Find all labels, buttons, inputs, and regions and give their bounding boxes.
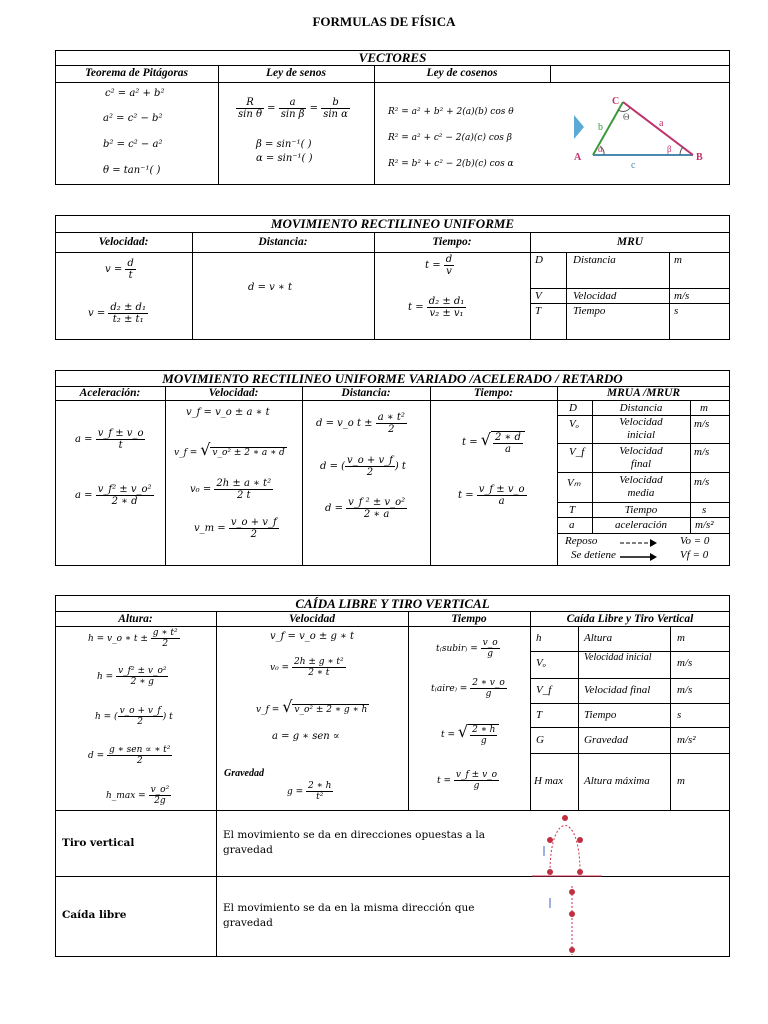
caida-time-header: Tiempo <box>451 613 487 625</box>
caida-t-eq-4: t = $\frac{v\_f \pm v\_o}{g}$ <box>437 770 498 791</box>
svg-text:C: C <box>612 96 620 107</box>
mru-table-header: MRU <box>616 236 644 248</box>
mruv-acc-header: Aceleración: <box>79 387 141 399</box>
reposo-arrow-icon <box>618 538 658 548</box>
caida-h-eq-1: h = v_o ∗ t ± $\frac{\text{g ∗ t²}}{2}$ <box>88 628 178 649</box>
mru-row-symbol: T <box>535 305 542 317</box>
mruv-time-eq-2: t = $\frac{v\_f \pm v\_o}{a}$ <box>458 484 525 507</box>
mruv-vel-eq-4: v_m = $\frac{v\_o + v\_f}{2}$ <box>194 517 277 540</box>
senos-header: Ley de senos <box>265 67 327 79</box>
mru-row-symbol: V <box>535 290 542 302</box>
motion-diagram-icon <box>530 810 605 955</box>
mru-time-eq-2: t = $\frac{\text{d₂ ± d₁}}{\text{v₂ ± v₁}}$ <box>408 296 465 319</box>
mruv-row-symbol: D <box>569 402 577 414</box>
pitagoras-eq-3: b² = c² − a² <box>103 139 163 150</box>
svg-text:α: α <box>598 144 603 154</box>
mru-row-name: Velocidad <box>573 290 617 302</box>
mruv-row-name: Velocidad inicial <box>619 416 663 441</box>
mru-dist-eq: d = v ∗ t <box>248 282 292 293</box>
caida-v-eq-4: a = g ∗ sen ∝ <box>272 731 340 742</box>
cosenos-eq-3: R² = b² + c² − 2(b)(c) cos α <box>388 159 514 169</box>
mru-row-name: Tiempo <box>573 305 606 317</box>
reposo-value: Vo = 0 <box>680 535 710 547</box>
svg-text:A: A <box>574 152 582 163</box>
svg-text:c: c <box>631 160 636 171</box>
caida-v-eq-1: v_f = v_o ± g ∗ t <box>270 631 355 642</box>
mruv-row-unit: m/s <box>694 446 710 458</box>
caida-row-name: Altura <box>584 632 613 644</box>
caida-row-name: Gravedad <box>584 734 628 746</box>
caida-row-unit: m <box>677 632 685 644</box>
mruv-time-eq-1: t = √ $\frac{2 ∗ d}{a}$ <box>462 430 525 455</box>
detiene-value: Vf = 0 <box>680 549 709 561</box>
mruv-vel-eq-2: v_f = √ v_o² ± 2 ∗ a ∗ d <box>174 440 285 459</box>
vector-arrow-icon <box>574 115 584 139</box>
caida-row-symbol: h <box>536 632 542 644</box>
mru-title: MOVIMIENTO RECTILINEO UNIFORME <box>270 216 515 231</box>
caida-row-unit: m/s <box>677 657 693 669</box>
mruv-row-name: Velocidad media <box>619 474 663 499</box>
caida-row-unit: m <box>677 775 685 787</box>
mruv-vel-header: Velocidad: <box>208 387 259 399</box>
svg-text:b: b <box>598 122 603 133</box>
alpha-eq: α = sin⁻¹( ) <box>256 153 313 164</box>
caida-altura-header: Altura: <box>118 613 153 625</box>
mruv-acc-eq-2: a = $\frac{\text{v\_f² ± v\_o²}}{2 ∗ d}$ <box>75 484 152 507</box>
caida-h-eq-4: d = g ∗ sen ∝ ∗ t² 2 <box>88 745 171 766</box>
mru-velocidad-header: Velocidad: <box>98 236 149 248</box>
mru-row-symbol: D <box>535 254 543 266</box>
mruv-row-name: Distancia <box>619 402 663 414</box>
caida-row-symbol: H max <box>534 775 564 787</box>
caida-v-eq-2: v₀ = $\frac{\text{2h ± g ∗ t²}}{2 ∗ t}$ <box>270 657 344 678</box>
caida-row-unit: m/s² <box>677 734 696 746</box>
mruv-dist-header: Distancia: <box>341 387 391 399</box>
mruv-row-symbol: T <box>569 504 576 516</box>
caida-t-eq-3: t = √ $\frac{2 ∗ h}{g}$ <box>441 722 499 746</box>
caida-h-eq-2: h = $\frac{\text{v\_f² ± v\_o²}}{2 ∗ g}$ <box>97 666 167 687</box>
mruv-vel-eq-1: v_f = v_o ± a ∗ t <box>186 407 270 418</box>
mru-vel-eq-2: v = $\frac{\text{d₂ ± d₁}}{\text{t₂ ± t₁}}$ <box>88 302 146 325</box>
mru-row-name: Distancia <box>573 254 616 266</box>
mru-section <box>55 215 730 340</box>
triangle-diagram <box>568 90 718 175</box>
mru-row-unit: m/s <box>674 290 690 302</box>
mruv-table-header: MRUA /MRUR <box>606 387 681 399</box>
mru-time-eq-1: t = $\frac{d}{v}$ <box>425 254 453 277</box>
detiene-label: Se detiene <box>571 549 616 561</box>
caida-row-name: Velocidad inicial <box>584 652 652 663</box>
page-title: FORMULAS DE FÍSICA <box>312 14 456 29</box>
caida-row-unit: m/s <box>677 684 693 696</box>
caida-vel-header: Velocidad <box>289 613 335 625</box>
cosenos-eq-2: R² = a² + c² − 2(a)(c) cos β <box>388 133 512 143</box>
cosenos-eq-1: R² = a² + b² + 2(a)(b) cos θ <box>388 107 514 117</box>
reposo-label: Reposo <box>565 535 598 547</box>
caida-libre-label: Caída libre <box>62 909 127 921</box>
caida-row-unit: s <box>677 709 682 721</box>
caida-row-symbol: Vₒ <box>536 657 546 669</box>
caida-row-name: Altura máxima <box>584 775 650 787</box>
gravedad-eq: g = $\frac{2 ∗ h}{\text{t²}}$ <box>287 781 332 802</box>
mruv-time-header: Tiempo: <box>473 387 514 399</box>
caida-row-symbol: G <box>536 734 544 746</box>
caida-h-eq-3: h = ( $\frac{v\_o + v\_f}{2}$ ) t <box>95 706 173 727</box>
caida-t-eq-2: t₍aire₎ = $\frac{2 ∗ v\_o}{g}$ <box>431 678 505 699</box>
caida-row-symbol: V_f <box>536 684 552 696</box>
mruv-vel-eq-3: v₀ = $\frac{\text{2h ± a ∗ t²}}{2 t}$ <box>190 478 272 501</box>
pitagoras-eq-1: c² = a² + b² <box>105 88 165 99</box>
mru-row-unit: m <box>674 254 682 266</box>
mruv-row-symbol: Vₘ <box>567 477 581 489</box>
mruv-dist-eq-2: d = ( $\frac{v\_o + v\_f}{2}$ ) t <box>320 455 406 478</box>
mruv-row-unit: m/s <box>694 418 710 430</box>
mru-row-unit: s <box>674 305 679 317</box>
mruv-row-name: Tiempo <box>624 504 658 516</box>
caida-libre-desc: El movimiento se da en la misma dirección que gravedad <box>223 902 475 929</box>
tiro-vertical-desc: El movimiento se da en direcciones opuestas a la gravedad <box>223 829 485 856</box>
mru-vel-eq-1: v = $\frac{d}{t}$ <box>105 258 134 281</box>
pitagoras-eq-4: θ = tan⁻¹( ) <box>103 165 161 176</box>
svg-text:B: B <box>696 152 703 163</box>
svg-text:β: β <box>667 144 672 154</box>
detiene-arrow-icon <box>618 552 658 562</box>
mruv-dist-eq-3: d = $\frac{\text{v\_f ² ± v\_o²}}{2 ∗ a}$ <box>325 497 406 520</box>
mruv-row-symbol: V_f <box>569 446 585 458</box>
mruv-row-unit: s <box>702 504 707 516</box>
mruv-row-symbol: a <box>569 519 575 531</box>
caida-row-name: Velocidad final <box>584 684 651 696</box>
mruv-dist-eq-1: d = v_o t ± $\frac{\text{a ∗ t²}}{2}$ <box>316 412 405 435</box>
caida-t-eq-1: t₍subir₎ = $\frac{v\_o}{g}$ <box>436 638 498 659</box>
mruv-row-name: Velocidad final <box>619 445 663 470</box>
caida-title: CAÍDA LIBRE Y TIRO VERTICAL <box>295 596 490 611</box>
mruv-row-symbol: Vₒ <box>569 418 579 430</box>
gravedad-label: Gravedad <box>224 768 264 779</box>
ley-senos-eq: $\frac{R}{\text{sin θ}}$ = $\frac{a}{\text{sin β}}$ = $\frac{b}{\text{sin α}}$ <box>238 97 348 120</box>
cosenos-header: Ley de cosenos <box>426 67 498 79</box>
mruv-row-unit: m/s <box>694 476 710 488</box>
mruv-row-unit: m/s² <box>695 519 714 531</box>
caida-row-name: Tiempo <box>584 709 617 721</box>
mruv-title: MOVIMIENTO RECTILINEO UNIFORME VARIADO /ACELERADO / RETARDO <box>162 371 623 386</box>
pitagoras-eq-2: a² = c² − b² <box>103 113 163 124</box>
caida-row-symbol: T <box>536 709 543 721</box>
beta-eq: β = sin⁻¹( ) <box>256 139 312 150</box>
vectores-title: VECTORES <box>358 50 427 65</box>
mru-distancia-header: Distancia: <box>258 236 308 248</box>
mruv-row-unit: m <box>700 402 708 414</box>
tiro-vertical-label: Tiro vertical <box>62 837 135 849</box>
svg-text:a: a <box>659 118 664 129</box>
caida-h-eq-5: h_max = $\frac{\text{v\_o²}}{2g}$ <box>106 785 170 806</box>
caida-table-header: Caída Libre y Tiro Vertical <box>566 613 694 625</box>
mru-tiempo-header: Tiempo: <box>432 236 472 248</box>
caida-v-eq-3: v_f = √ v_o² ± 2 ∗ g ∗ h <box>256 697 368 716</box>
pitagoras-header: Teorema de Pitágoras <box>84 67 189 79</box>
mruv-acc-eq-1: a = $\frac{v\_f \pm v\_o}{t}$ <box>75 428 144 451</box>
mruv-row-name: aceleración <box>615 519 667 531</box>
svg-text:Θ: Θ <box>623 112 630 122</box>
